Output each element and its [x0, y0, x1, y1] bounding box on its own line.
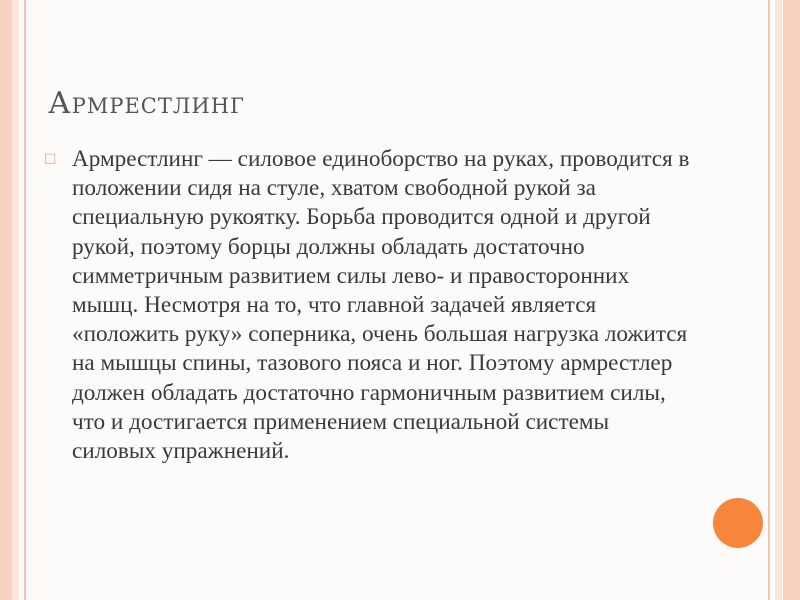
- left-decorative-stripe: [0, 0, 12, 600]
- right-decorative-stripe: [783, 0, 800, 600]
- bullet-square-icon: □: [44, 151, 57, 166]
- decorative-circle-icon: [713, 498, 763, 548]
- left-decorative-stripe-inner: [12, 0, 19, 600]
- right-decorative-line: [768, 0, 770, 600]
- right-decorative-stripe-inner: [775, 0, 782, 600]
- left-decorative-line: [24, 0, 26, 600]
- slide-title: Армрестлинг: [48, 86, 245, 121]
- bullet-text: Армрестлинг — силовое единоборство на руках, проводится в положении сидя на стуле, хватом свободной рукой за специальную рукоятку. Борьба проводится одной и другой рукой, поэтому борцы должны обладать достаточно симметричным развитием силы лево- и правосторонних мышц. Несмотря на то, что главной задачей является «положить руку» соперника, очень большая нагрузка ложится на мышцы спины, тазового пояса и ног. Поэтому армрестлер должен обладать достаточно гармоничным развитием силы, что и достигается применением специальной системы силовых упражнений.: [72, 146, 690, 465]
